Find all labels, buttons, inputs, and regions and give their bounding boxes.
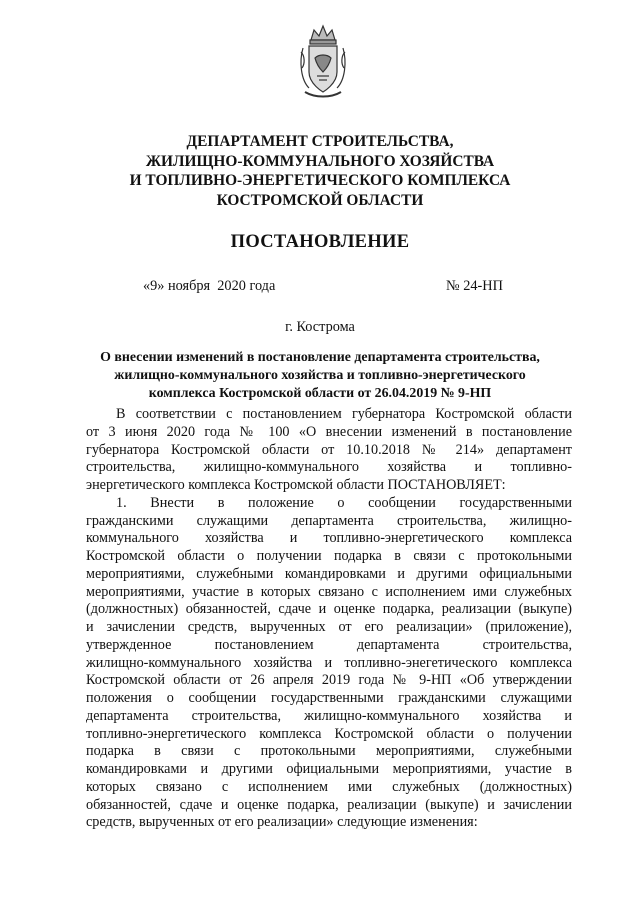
body-line: департамента строительства, жилищно-коммунального хозяйства и: [86, 707, 572, 724]
coat-of-arms-emblem: [297, 22, 349, 102]
body-line: энергетического комплекса Костромской области ПОСТАНОВЛЯЕТ:: [86, 477, 506, 493]
body-line: обязанностей, сдаче и оценке подарка, реализации (выкупе) и зачислении: [86, 796, 572, 813]
document-number: № 24-НП: [446, 278, 503, 294]
body-line: жилищно-коммунального хозяйства и топливно-энегетического комплекса: [86, 654, 572, 671]
body-line: командировками и другими официальными мероприятиями, участие в: [86, 761, 572, 777]
body-line: мероприятиями, участие в которых связано с исполнением ими служебных: [86, 583, 572, 600]
body-line: губернатора Костромской области от 10.10.2018 № 214» департамент: [86, 441, 572, 458]
department-header: [60, 132, 580, 210]
body-line: Костромской области о получении подарка в связи с протокольными: [86, 548, 572, 564]
body-line: подарка в связи с протокольными мероприятиями, служебными: [86, 743, 572, 760]
subject-line: комплекса Костромской области от 26.04.2019 № 9-НП: [148, 386, 492, 401]
document-city: г. Кострома: [285, 319, 355, 335]
document-date: «9» ноября 2020 года: [143, 278, 276, 294]
subject-line: О внесении изменений в постановление департамента строительства,: [100, 350, 540, 365]
body-line: (должностных) обязанностей, сдаче и оценке подарка, реализации (выкупе): [86, 601, 572, 618]
subject-line: жилищно-коммунального хозяйства и топливно-энергетического: [114, 368, 526, 383]
document-body: [86, 406, 572, 832]
body-line: В соответствии с постановлением губернатора Костромской области: [116, 406, 572, 422]
body-line: мероприятиями, служебными командировками и другими официальными: [86, 565, 572, 582]
department-line: ДЕПАРТАМЕНТ СТРОИТЕЛЬСТВА,: [186, 133, 454, 150]
body-line: положения о сообщении государственными гражданскими служащими: [86, 690, 572, 706]
body-line: строительства, жилищно-коммунального хозяйства и топливно-: [86, 459, 572, 476]
body-line: и зачислении средств, вырученных от его реализации» (приложение),: [86, 619, 572, 635]
department-line: ЖИЛИЩНО-КОММУНАЛЬНОГО ХОЗЯЙСТВА: [145, 152, 495, 170]
body-line: средств, вырученных от его реализации» следующие изменения:: [86, 814, 478, 831]
body-line: 1. Внести в положение о сообщении государственными: [116, 494, 572, 511]
body-line: Костромской области от 26 апреля 2019 года № 9-НП «Об утверждении: [86, 672, 572, 689]
body-line: от 3 июня 2020 года № 100 «О внесении изменений в постановление: [86, 423, 572, 440]
body-line: утвержденное постановлением департамента строительства,: [86, 636, 572, 653]
document-subject: [60, 349, 580, 403]
body-line: гражданскими служащими департамента строительства, жилищно-: [86, 512, 572, 529]
body-line: топливно-энергетического комплекса Костромской области о получении: [86, 725, 572, 742]
document-title: ПОСТАНОВЛЕНИЕ: [230, 232, 410, 252]
body-line: коммунального хозяйства и топливно-энергетического комплекса: [86, 530, 572, 547]
department-line: И ТОПЛИВНО-ЭНЕРГЕТИЧЕСКОГО КОМПЛЕКСА: [129, 172, 511, 189]
department-line: КОСТРОМСКОЙ ОБЛАСТИ: [216, 191, 424, 209]
body-line: которых связано с исполнением ими служебных (должностных): [86, 778, 572, 795]
